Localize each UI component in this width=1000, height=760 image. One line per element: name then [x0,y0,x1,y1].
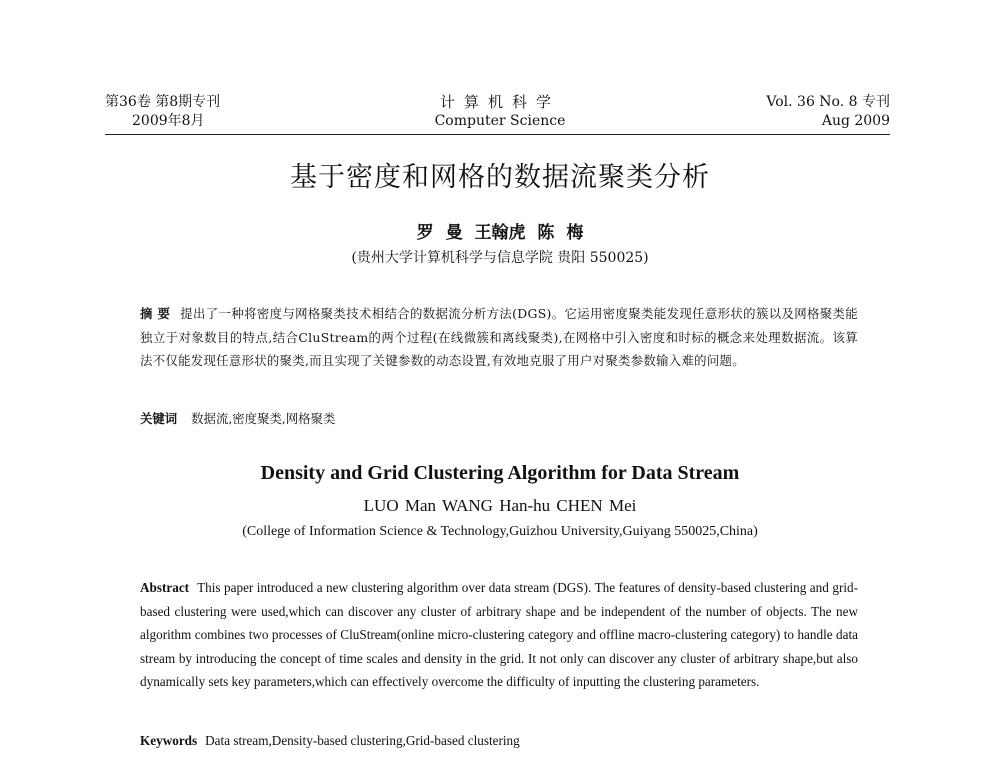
header-rule [105,134,890,135]
affiliation-en: (College of Information Science & Technology,Guizhou University,Guiyang 550025,China) [242,524,758,539]
header-date-en: Aug 2009 [821,113,890,129]
header-issue-info [105,93,220,131]
abstract-cn-label: 摘 要 [140,306,171,321]
keywords-cn-text: 数据流,密度聚类,网格聚类 [191,411,336,426]
journal-name-cn: 计算机科学 [439,93,560,111]
keywords-en-text: Data stream,Density-based clustering,Grid-based clustering [205,733,520,748]
keywords-en [140,733,858,749]
paper-title-cn: 基于密度和网格的数据流聚类分析 [290,162,710,193]
journal-header [105,93,890,133]
paper-title-en: Density and Grid Clustering Algorithm for Data Stream [260,462,740,484]
abstract-cn-text: 提出了一种将密度与网格聚类技术相结合的数据流分析方法(DGS)。它运用密度聚类能发现任意形状的簇以及网格聚类能独立于对象数目的特点,结合CluStream的两个过程(在线微簇和离线聚类),在网格中引入密度和时标的概念来处理数据流。该算法不仅能发现任意形状的聚类,而且实现了关键参数的动态设置,有效地克服了用户对聚类参数输入难的问题。 [140,306,858,368]
authors-en: LUO Man WANG Han-hu CHEN Mei [363,496,637,515]
keywords-en-label: Keywords [140,733,198,748]
header-date-cn: 2009年8月 [132,113,205,129]
journal-name-en: Computer Science [434,113,566,129]
abstract-en-text: This paper introduced a new clustering algorithm over data stream (DGS). The features of density-based clustering and grid-based clustering were used,which can discover any cluster of arbitrary shape and be independent of the number of objects. The new algorithm combines two processes of CluStream(online micro-clustering category and offline macro-clustering category) to handle data stream by introducing the concept of time scales and density in the grid. It not only can discover any cluster of arbitrary shape,but also dynamically sets key parameters,which can effectively overcome the difficulty of inputting the clustering parameters. [140,580,858,689]
abstract-en [140,576,858,694]
header-volume-en: Vol. 36 No. 8 专刊 [766,94,890,110]
abstract-cn [140,302,858,373]
authors-cn: 罗 曼 王翰虎 陈 梅 [416,223,584,243]
keywords-cn [140,409,858,427]
keywords-cn-label: 关键词 [140,411,178,426]
header-volume-cn: 第36卷 第8期专刊 [105,94,221,110]
header-journal-name [425,93,575,131]
affiliation-cn: (贵州大学计算机科学与信息学院 贵阳 550025) [351,250,649,266]
abstract-en-label: Abstract [140,580,190,595]
header-volume-info [766,93,890,131]
